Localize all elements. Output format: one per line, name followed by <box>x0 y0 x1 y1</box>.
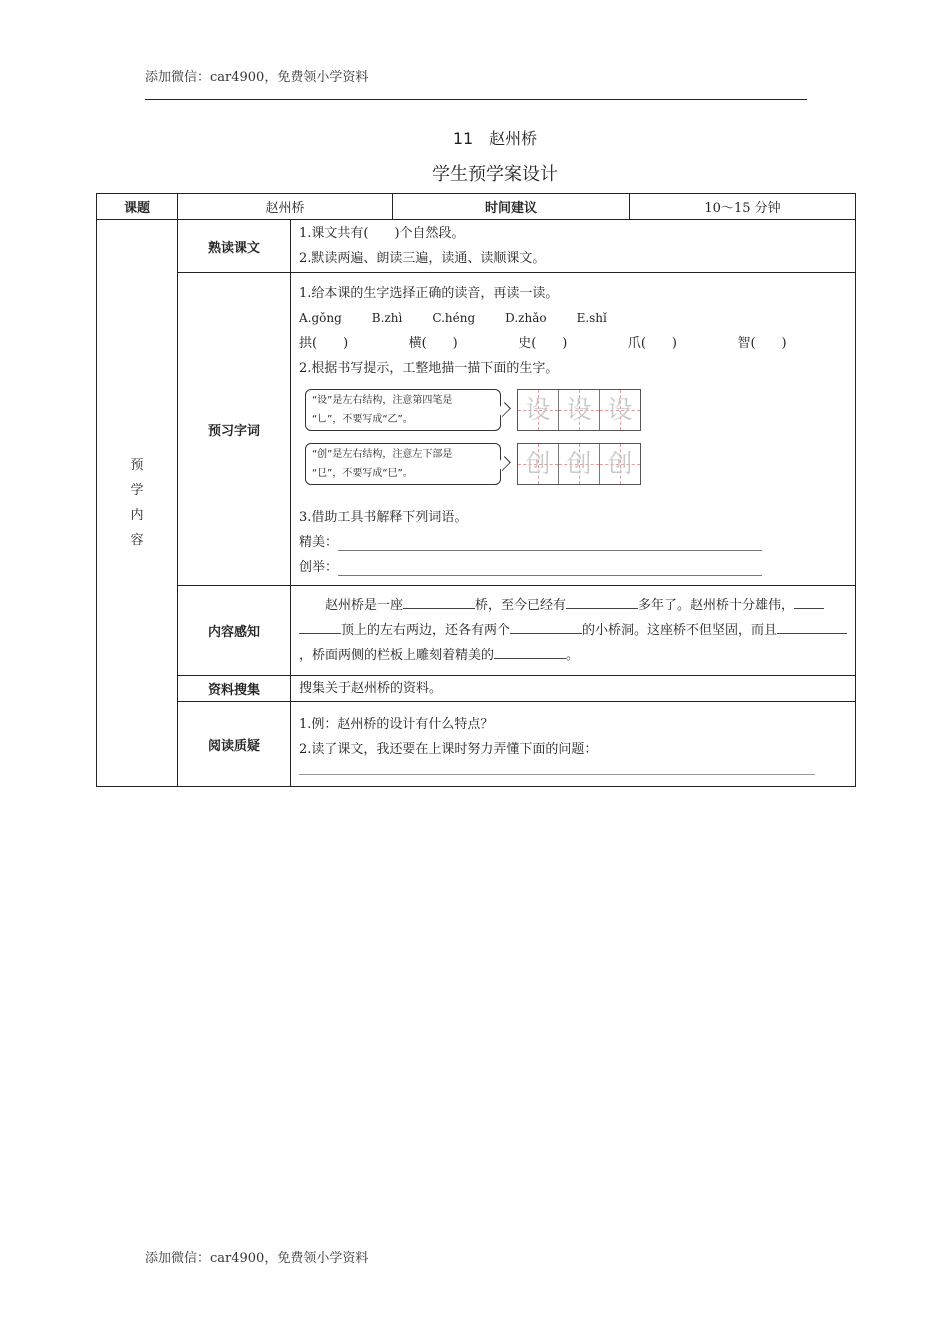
section-label-cell <box>97 220 178 787</box>
reading-content <box>291 220 856 273</box>
page-subtitle: 学生预学案设计 <box>432 164 558 185</box>
page-title: 11 赵州桥 <box>452 129 538 148</box>
trace-grid-2: 创 创 创 <box>517 443 641 485</box>
vocab-q1: 1.给本课的生字选择正确的读音，再读一读。 <box>299 285 559 301</box>
questions-content <box>291 702 856 787</box>
time-label: 时间建议 <box>393 194 630 220</box>
topic-value: 赵州桥 <box>178 194 393 220</box>
preview-table <box>96 193 856 787</box>
topic-label: 课题 <box>97 194 178 220</box>
vocab-label: 预习字词 <box>178 273 291 586</box>
vocab-q2: 2.根据书写提示，工整地描一描下面的生字。 <box>299 360 559 376</box>
reading-line-1: 1.课文共有( )个自然段。 <box>299 226 465 241</box>
trace-grid-1: 设 设 设 <box>517 389 641 431</box>
reading-label: 熟读课文 <box>178 220 291 273</box>
trace-row-2 <box>299 439 847 489</box>
word-row-1: 精美： <box>299 530 847 555</box>
content-label: 内容感知 <box>178 586 291 676</box>
material-content: 搜集关于赵州桥的资料。 <box>291 676 856 702</box>
content-passage: 赵州桥是一座 桥，至今已经有 多年了。赵州桥十分雄伟，顶上的左右两边，还各有两个 的小桥洞。这座桥不但坚固，而且，桥面两侧的栏板上雕刻着精美的 。 <box>291 586 856 676</box>
pinyin-options: A.gǒng B.zhì C.héng D.zhǎo E.shǐ <box>299 310 607 325</box>
vocab-content <box>291 273 856 586</box>
questions-label: 阅读质疑 <box>178 702 291 787</box>
reading-line-2: 2.默读两遍、朗读三遍，读通、读顺课文。 <box>299 251 546 266</box>
time-value: 10～15 分钟 <box>630 194 856 220</box>
char-blanks: 拱( ) 横( ) 史( ) 爪( ) 智( ) <box>299 335 787 351</box>
questions-answer-line <box>299 762 815 775</box>
material-label: 资料搜集 <box>178 676 291 702</box>
vocab-q3: 3.借助工具书解释下列词语。 <box>299 509 468 525</box>
questions-line-1: 1.例：赵州桥的设计有什么特点？ <box>299 716 494 732</box>
hint-bubble-2: “创”是左右结构，注意左下部是 “㔾”，不要写成“巳”。 <box>305 443 501 485</box>
trace-row-1 <box>299 385 847 435</box>
section-label: 预 学 内 容 <box>130 458 144 548</box>
footer-text: 添加微信：car4900，免费领小学资料 <box>145 1251 369 1266</box>
header-text: 添加微信：car4900，免费领小学资料 <box>145 70 369 85</box>
header-divider <box>145 99 807 100</box>
questions-line-2: 2.读了课文，我还要在上课时努力弄懂下面的问题： <box>299 741 598 757</box>
hint-bubble-1: “设”是左右结构，注意第四笔是 “乚”，不要写成“乙”。 <box>305 389 501 431</box>
word-row-2: 创举： <box>299 555 847 580</box>
